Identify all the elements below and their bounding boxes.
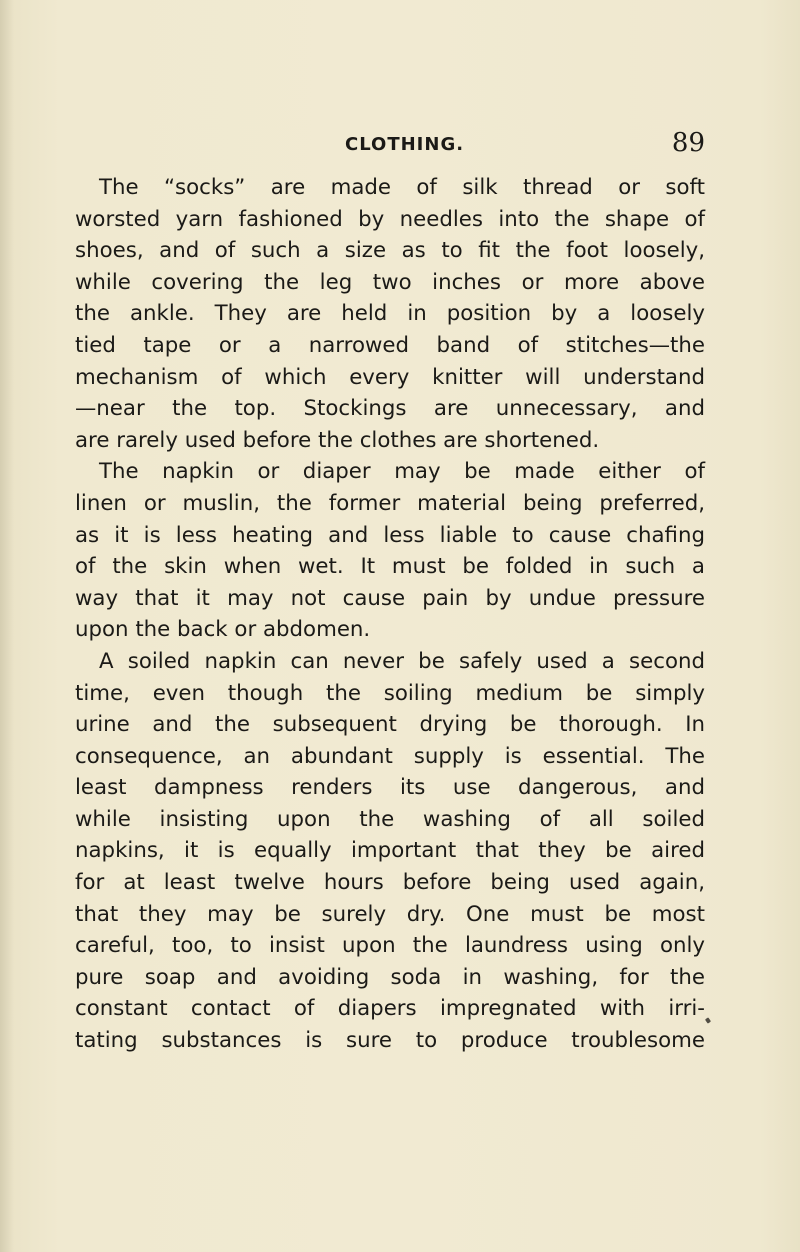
text-line: A soiled napkin can never be safely used a second <box>99 648 705 674</box>
text-line: consequence, an abundant supply is essential. The <box>75 743 705 769</box>
text-line: constant contact of diapers impregnated with irri- <box>75 996 705 1022</box>
text-line: linen or muslin, the former material being preferred, <box>75 490 705 516</box>
text-line: careful, too, to insist upon the laundress using only <box>75 933 705 959</box>
text-line: the ankle. They are held in position by a loosely <box>75 301 705 327</box>
running-head <box>75 128 705 162</box>
body-text <box>75 172 705 1057</box>
text-line: pure soap and avoiding soda in washing, for the <box>75 964 705 990</box>
text-line: are rarely used before the clothes are shortened. <box>75 427 600 453</box>
text-line: tied tape or a narrowed band of stitches—the <box>75 332 705 358</box>
text-line: The napkin or diaper may be made either of <box>99 459 705 485</box>
text-line: tating substances is sure to produce troublesome <box>75 1028 705 1054</box>
text-line: The “socks” are made of silk thread or soft <box>99 175 705 200</box>
page-number: 89 <box>671 128 705 158</box>
text-line: for at least twelve hours before being used again, <box>75 870 705 896</box>
text-line: upon the back or abdomen. <box>75 617 371 643</box>
text-line: shoes, and of such a size as to fit the foot loosely, <box>75 238 705 264</box>
text-line: mechanism of which every knitter will understand <box>75 364 705 390</box>
text-line: —near the top. Stockings are unnecessary, and <box>75 396 705 422</box>
text-line: napkins, it is equally important that they be aired <box>75 838 705 864</box>
text-line: while covering the leg two inches or more above <box>75 269 705 295</box>
text-line: as it is less heating and less liable to cause chafing <box>75 522 705 548</box>
text-line: of the skin when wet. It must be folded in such a <box>75 554 705 580</box>
text-line: least dampness renders its use dangerous, and <box>75 775 705 801</box>
text-line: way that it may not cause pain by undue pressure <box>75 585 705 611</box>
chapter-title: CLOTHING. <box>345 134 465 155</box>
gutter-shadow <box>0 0 14 1252</box>
text-line: worsted yarn fashioned by needles into the shape of <box>75 206 705 232</box>
paper-speck <box>705 1017 711 1023</box>
text-line: that they may be surely dry. One must be most <box>75 901 705 927</box>
text-line: urine and the subsequent drying be thorough. In <box>75 712 705 738</box>
text-line: time, even though the soiling medium be simply <box>75 680 705 706</box>
text-line: while insisting upon the washing of all soiled <box>75 806 705 832</box>
